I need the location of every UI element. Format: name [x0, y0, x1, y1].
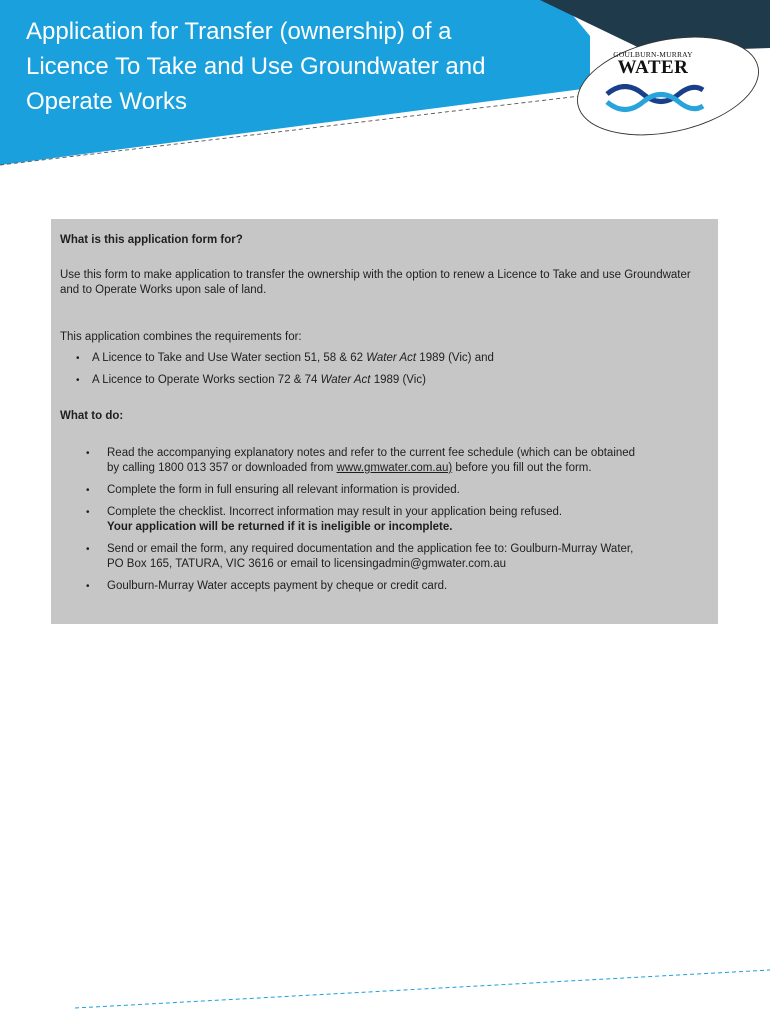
question-heading: What is this application form for?: [60, 234, 243, 246]
requirement-text: 1989 (Vic) and: [416, 352, 494, 364]
footer-dashed-line: [0, 960, 770, 1020]
logo-org-bottom: WATER: [617, 57, 689, 78]
list-item: [60, 483, 708, 498]
requirement-text: A Licence to Operate Works section 72 & 74: [92, 374, 321, 386]
act-name: Water Act: [366, 352, 417, 364]
title-line-2: Licence To Take and Use Groundwater and: [26, 53, 486, 80]
todo-text: Complete the form in full ensuring all relevant information is provided.: [107, 484, 460, 496]
list-item: [60, 373, 708, 388]
requirement-text: 1989 (Vic): [370, 374, 426, 386]
list-item: [60, 351, 708, 366]
list-item: [60, 446, 708, 476]
todo-text: PO Box 165, TATURA, VIC 3616 or email to licensingadmin@gmwater.com.au: [107, 558, 507, 570]
info-panel: [51, 219, 718, 624]
logo-org-top: GOULBURN-MURRAY: [613, 50, 693, 59]
todo-text: Read the accompanying explanatory notes and refer to the current fee schedule (which can be obtained: [107, 447, 636, 459]
use-paragraph: Use this form to make application to transfer the ownership with the option to renew a Licence to Take and use Groundwater and to Operate Works upon sale of land.: [60, 269, 691, 296]
combines-paragraph: This application combines the requirements for:: [60, 331, 302, 343]
title-line-1: Application for Transfer (ownership) of a: [26, 18, 452, 45]
warning-text: Your application will be returned if it is ineligible or incomplete.: [107, 521, 453, 533]
todo-list: [60, 446, 708, 594]
wave-logo-icon: [605, 84, 705, 114]
page-title: [26, 14, 586, 119]
requirements-list: [60, 351, 708, 388]
todo-text: Send or email the form, any required documentation and the application fee to: Goulburn-Murray Water,: [107, 543, 634, 555]
list-item: [60, 505, 708, 535]
todo-text: Goulburn-Murray Water accepts payment by cheque or credit card.: [107, 580, 448, 592]
list-item: [60, 542, 708, 572]
website-link[interactable]: www.gmwater.com.au): [336, 462, 453, 474]
todo-text: Complete the checklist. Incorrect information may result in your application being refused.: [107, 506, 563, 518]
gmw-logo: [583, 28, 743, 138]
act-name: Water Act: [320, 374, 371, 386]
title-line-3: Operate Works: [26, 88, 187, 115]
todo-text: before you fill out the form.: [452, 462, 592, 474]
todo-text: by calling 1800 013 357 or downloaded from: [107, 462, 337, 474]
list-item: [60, 579, 708, 594]
requirement-text: A Licence to Take and Use Water section 51, 58 & 62: [92, 352, 367, 364]
todo-heading: What to do:: [60, 410, 124, 422]
